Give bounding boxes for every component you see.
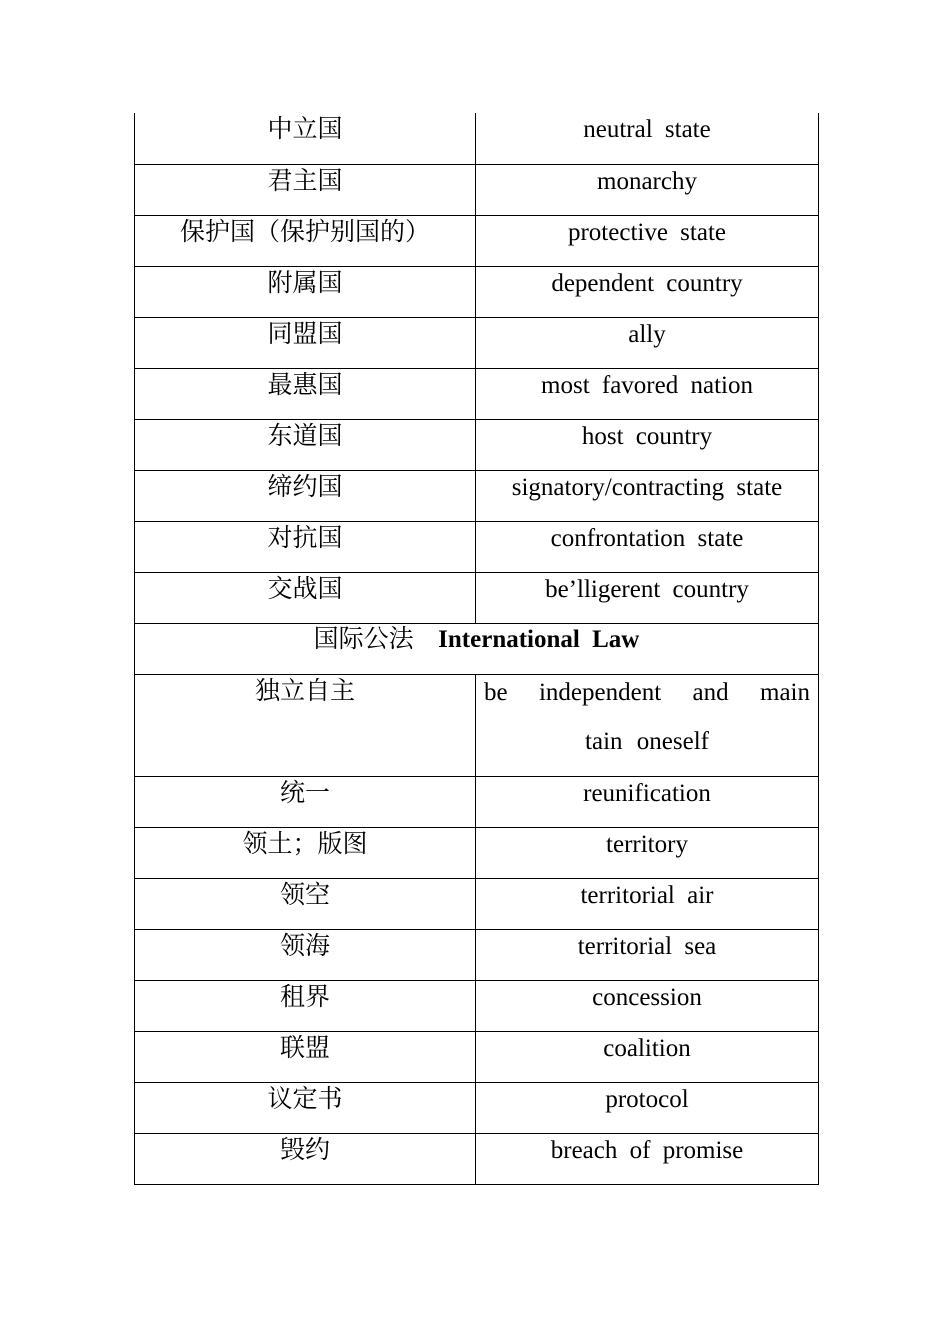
term-zh-cell [135,164,476,215]
term-zh: 独立自主 [254,677,355,705]
term-en: concession [592,983,702,1011]
term-en: coalition [603,1034,691,1062]
term-en-cell [476,776,819,827]
term-en: be’lligerent country [545,575,749,603]
term-en: dependent country [551,269,743,297]
term-zh-cell [135,419,476,470]
term-en: signatory/contracting state [511,473,783,501]
term-zh: 领海 [279,932,330,960]
term-zh-cell [135,317,476,368]
table-row [135,929,819,980]
term-zh-cell [135,470,476,521]
term-en: host country [581,422,713,450]
term-zh-cell [135,521,476,572]
term-en-cell [476,521,819,572]
term-zh: 领土；版图 [242,830,368,858]
section-title-zh: 国际公法 [313,625,414,653]
term-zh: 保护国（保护别国的） [179,218,430,246]
term-zh-cell [135,776,476,827]
term-en-cell [476,215,819,266]
term-zh-cell [135,878,476,929]
term-en: confrontation state [550,524,744,552]
term-en: reunification [583,779,711,807]
table-row [135,878,819,929]
term-zh-cell [135,827,476,878]
table-row [135,980,819,1031]
section-header-cell [135,623,819,674]
term-zh: 联盟 [279,1034,330,1062]
term-en: territorial air [580,881,714,909]
term-en: most favored nation [541,371,753,399]
term-zh-cell [135,113,476,164]
term-en-cell [476,878,819,929]
term-zh: 君主国 [267,167,343,195]
term-en-cell [476,674,819,776]
table-row [135,215,819,266]
table-row [135,317,819,368]
term-en-cell [476,827,819,878]
term-en-cell [476,164,819,215]
term-zh-cell [135,1031,476,1082]
term-en: ally [628,320,666,348]
section-title-en: International Law [438,625,640,653]
term-zh: 领空 [279,881,330,909]
term-zh: 议定书 [267,1085,343,1113]
table-row [135,572,819,623]
term-zh: 对抗国 [267,524,343,552]
term-en-cell [476,368,819,419]
term-en-cell [476,572,819,623]
term-zh: 交战国 [267,575,343,603]
term-en: protective state [567,218,726,246]
term-zh: 统一 [279,779,330,807]
term-zh: 东道国 [267,422,343,450]
term-en: neutral state [583,116,711,143]
table-row [135,164,819,215]
table-row [135,368,819,419]
term-zh: 租界 [279,983,330,1011]
term-zh-cell [135,572,476,623]
term-zh-cell [135,215,476,266]
term-zh-cell [135,1133,476,1184]
section-header-row [135,623,819,674]
term-zh-cell [135,929,476,980]
term-zh-cell [135,674,476,776]
term-en: be independent and main tain oneself [484,678,810,755]
term-en-cell [476,113,819,164]
table-row [135,776,819,827]
table-row [135,470,819,521]
term-zh: 缔约国 [267,473,343,501]
table-row [135,674,819,776]
term-en: territorial sea [577,932,717,960]
term-zh-cell [135,980,476,1031]
term-zh: 最惠国 [267,371,343,399]
term-zh-cell [135,266,476,317]
table-row [135,827,819,878]
term-en-cell [476,419,819,470]
term-en: breach of promise [550,1136,744,1164]
term-zh: 附属国 [267,269,343,297]
term-en-cell [476,1133,819,1184]
table-row [135,113,819,164]
table-row [135,1082,819,1133]
term-en-cell [476,266,819,317]
table-row [135,1031,819,1082]
term-zh-cell [135,368,476,419]
term-zh: 毁约 [279,1136,330,1164]
term-en-cell [476,929,819,980]
table-row [135,419,819,470]
term-en: territory [606,830,688,858]
term-en: protocol [605,1085,689,1113]
table-row [135,521,819,572]
section-header [135,622,818,658]
term-en-cell [476,317,819,368]
term-en-cell [476,980,819,1031]
term-en-cell [476,1031,819,1082]
term-en: monarchy [597,167,697,195]
table-row [135,266,819,317]
table-row [135,1133,819,1184]
term-en-cell [476,470,819,521]
term-en-cell [476,1082,819,1133]
term-zh: 同盟国 [267,320,343,348]
term-zh: 中立国 [267,116,343,143]
term-zh-cell [135,1082,476,1133]
glossary-table [134,113,819,1185]
